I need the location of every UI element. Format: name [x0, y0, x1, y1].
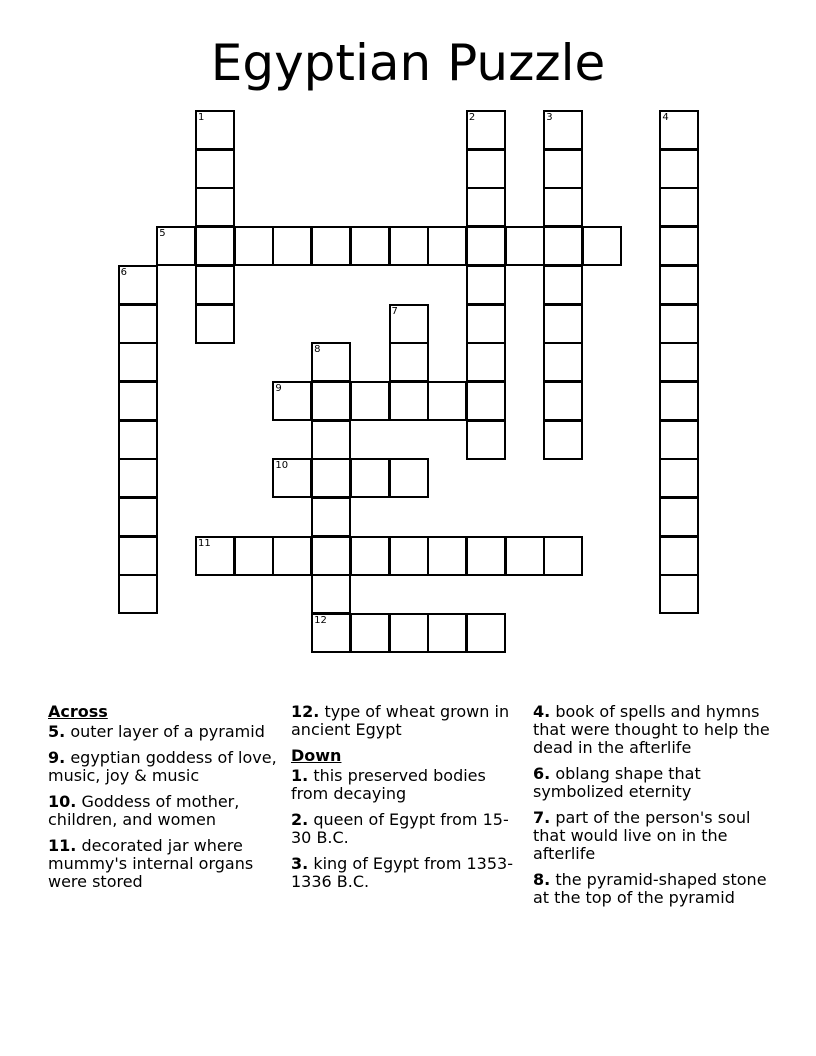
clue-down-4	[533, 703, 773, 757]
cell-number: 1	[198, 112, 205, 123]
clue-column-3	[533, 703, 773, 915]
grid-cell[interactable]	[466, 149, 506, 189]
grid-cell[interactable]	[118, 304, 158, 344]
clue-text: part of the person's soul that would live on in the afterlife	[533, 808, 751, 863]
clue-text: decorated jar where mummy's internal organs were stored	[48, 836, 254, 891]
grid-cell[interactable]	[195, 265, 235, 305]
grid-cell[interactable]	[543, 342, 583, 382]
grid-cell[interactable]	[543, 187, 583, 227]
clue-across-11	[48, 837, 278, 891]
grid-cell[interactable]	[311, 536, 351, 576]
grid-cell[interactable]	[659, 304, 699, 344]
grid-cell[interactable]	[543, 420, 583, 460]
grid-cell[interactable]	[234, 536, 274, 576]
grid-cell[interactable]	[118, 574, 158, 614]
clue-column-1	[48, 703, 278, 899]
grid-cell[interactable]	[466, 265, 506, 305]
clue-number: 1.	[291, 766, 309, 785]
grid-cell[interactable]	[543, 265, 583, 305]
grid-cell[interactable]	[118, 458, 158, 498]
grid-cell[interactable]	[543, 110, 583, 150]
grid-cell[interactable]	[195, 226, 235, 266]
grid-cell[interactable]	[389, 226, 429, 266]
grid-cell[interactable]	[505, 226, 545, 266]
grid-cell[interactable]	[466, 342, 506, 382]
grid-cell[interactable]	[118, 381, 158, 421]
grid-cell[interactable]	[272, 381, 312, 421]
cell-number: 9	[275, 382, 282, 394]
cell-number: 8	[314, 344, 321, 356]
grid-cell[interactable]	[350, 536, 390, 576]
cell-number: 3	[546, 112, 553, 123]
grid-cell[interactable]	[427, 381, 467, 421]
cell-number: 4	[662, 112, 669, 123]
grid-cell[interactable]	[427, 613, 467, 653]
grid-cell[interactable]	[466, 381, 506, 421]
down-heading: Down	[291, 746, 342, 765]
grid-cell[interactable]	[350, 226, 390, 266]
grid-cell[interactable]	[350, 381, 390, 421]
clue-text: type of wheat grown in ancient Egypt	[291, 702, 510, 739]
grid-cell[interactable]	[659, 265, 699, 305]
grid-cell[interactable]	[659, 342, 699, 382]
grid-cell[interactable]	[234, 226, 274, 266]
grid-cell[interactable]	[311, 226, 351, 266]
clue-number: 4.	[533, 702, 551, 721]
grid-cell[interactable]	[582, 226, 622, 266]
grid-cell[interactable]	[389, 342, 429, 382]
clue-down-7	[533, 809, 773, 863]
grid-cell[interactable]	[659, 226, 699, 266]
clue-text: outer layer of a pyramid	[70, 722, 265, 741]
grid-cell[interactable]	[659, 110, 699, 150]
grid-cell[interactable]	[311, 497, 351, 537]
clue-text: this preserved bodies from decaying	[291, 766, 486, 803]
grid-cell[interactable]	[659, 536, 699, 576]
grid-cell[interactable]	[311, 613, 351, 653]
clue-text: oblang shape that symbolized eternity	[533, 764, 701, 801]
grid-cell[interactable]	[659, 381, 699, 421]
grid-cell[interactable]	[466, 304, 506, 344]
grid-cell[interactable]	[156, 226, 196, 266]
clue-down-6	[533, 765, 773, 801]
grid-cell[interactable]	[389, 381, 429, 421]
cell-number: 7	[391, 305, 398, 317]
clue-text: Goddess of mother, children, and women	[48, 792, 240, 829]
grid-cell[interactable]	[272, 458, 312, 498]
grid-cell[interactable]	[543, 536, 583, 576]
clue-number: 3.	[291, 854, 309, 873]
grid-cell[interactable]	[427, 536, 467, 576]
grid-cell[interactable]	[389, 304, 429, 344]
clue-number: 6.	[533, 764, 551, 783]
clue-text: king of Egypt from 1353-1336 B.C.	[291, 854, 513, 891]
clue-across-10	[48, 793, 278, 829]
grid-cell[interactable]	[118, 420, 158, 460]
clue-down-2	[291, 811, 521, 847]
grid-cell[interactable]	[118, 342, 158, 382]
grid-cell[interactable]	[118, 265, 158, 305]
grid-cell[interactable]	[311, 342, 351, 382]
clue-number: 9.	[48, 748, 66, 767]
clue-text: book of spells and hymns that were thought to help the dead in the afterlife	[533, 702, 770, 757]
grid-cell[interactable]	[543, 304, 583, 344]
clue-across-12	[291, 703, 521, 739]
grid-cell[interactable]	[659, 187, 699, 227]
cell-number: 10	[275, 460, 289, 472]
grid-cell[interactable]	[118, 536, 158, 576]
cell-number: 11	[198, 537, 211, 549]
grid-cell[interactable]	[311, 574, 351, 614]
clue-number: 11.	[48, 836, 77, 855]
page-title: Egyptian Puzzle	[210, 34, 606, 92]
grid-cell[interactable]	[659, 149, 699, 189]
cell-number: 6	[120, 266, 127, 278]
grid-cell[interactable]	[466, 187, 506, 227]
grid-cell[interactable]	[350, 458, 390, 498]
grid-cell[interactable]	[389, 458, 429, 498]
grid-cell[interactable]	[272, 226, 312, 266]
grid-cell[interactable]	[466, 613, 506, 653]
clue-number: 8.	[533, 870, 551, 889]
grid-cell[interactable]	[505, 536, 545, 576]
clue-text: egyptian goddess of love, music, joy & music	[48, 748, 277, 785]
grid-cell[interactable]	[195, 149, 235, 189]
grid-cell[interactable]	[272, 536, 312, 576]
cell-number: 2	[468, 112, 476, 123]
clue-down-1	[291, 767, 521, 803]
clue-text: the pyramid-shaped stone at the top of the pyramid	[533, 870, 767, 907]
grid-cell[interactable]	[195, 304, 235, 344]
clue-number: 10.	[48, 792, 77, 811]
clue-down-8	[533, 871, 773, 907]
clue-number: 7.	[533, 808, 551, 827]
clue-number: 5.	[48, 722, 66, 741]
grid-cell[interactable]	[389, 613, 429, 653]
clue-down-3	[291, 855, 521, 891]
grid-cell[interactable]	[466, 110, 506, 150]
cell-number: 12	[314, 615, 327, 627]
grid-cell[interactable]	[118, 497, 158, 537]
grid-cell[interactable]	[659, 420, 699, 460]
grid-cell[interactable]	[311, 381, 351, 421]
clue-number: 12.	[291, 702, 320, 721]
grid-cell[interactable]	[427, 226, 467, 266]
grid-cell[interactable]	[659, 497, 699, 537]
clue-number: 2.	[291, 810, 309, 829]
clue-text: queen of Egypt from 15-30 B.C.	[291, 810, 509, 847]
grid-cell[interactable]	[543, 226, 583, 266]
grid-cell[interactable]	[466, 420, 506, 460]
grid-cell[interactable]	[659, 458, 699, 498]
grid-cell[interactable]	[389, 536, 429, 576]
grid-cell[interactable]	[195, 536, 235, 576]
grid-cell[interactable]	[659, 574, 699, 614]
grid-cell[interactable]	[311, 420, 351, 460]
cell-number: 5	[159, 228, 166, 240]
clue-column-2	[291, 703, 521, 899]
grid-cell[interactable]	[311, 458, 351, 498]
grid-cell[interactable]	[195, 187, 235, 227]
grid-cell[interactable]	[543, 381, 583, 421]
grid-cell[interactable]	[466, 226, 506, 266]
clue-across-9	[48, 749, 278, 785]
grid-cell[interactable]	[350, 613, 390, 653]
grid-cell[interactable]	[466, 536, 506, 576]
grid-cell[interactable]	[543, 149, 583, 189]
clue-across-5	[48, 723, 278, 741]
grid-cell[interactable]	[195, 110, 235, 150]
across-heading: Across	[48, 702, 108, 721]
